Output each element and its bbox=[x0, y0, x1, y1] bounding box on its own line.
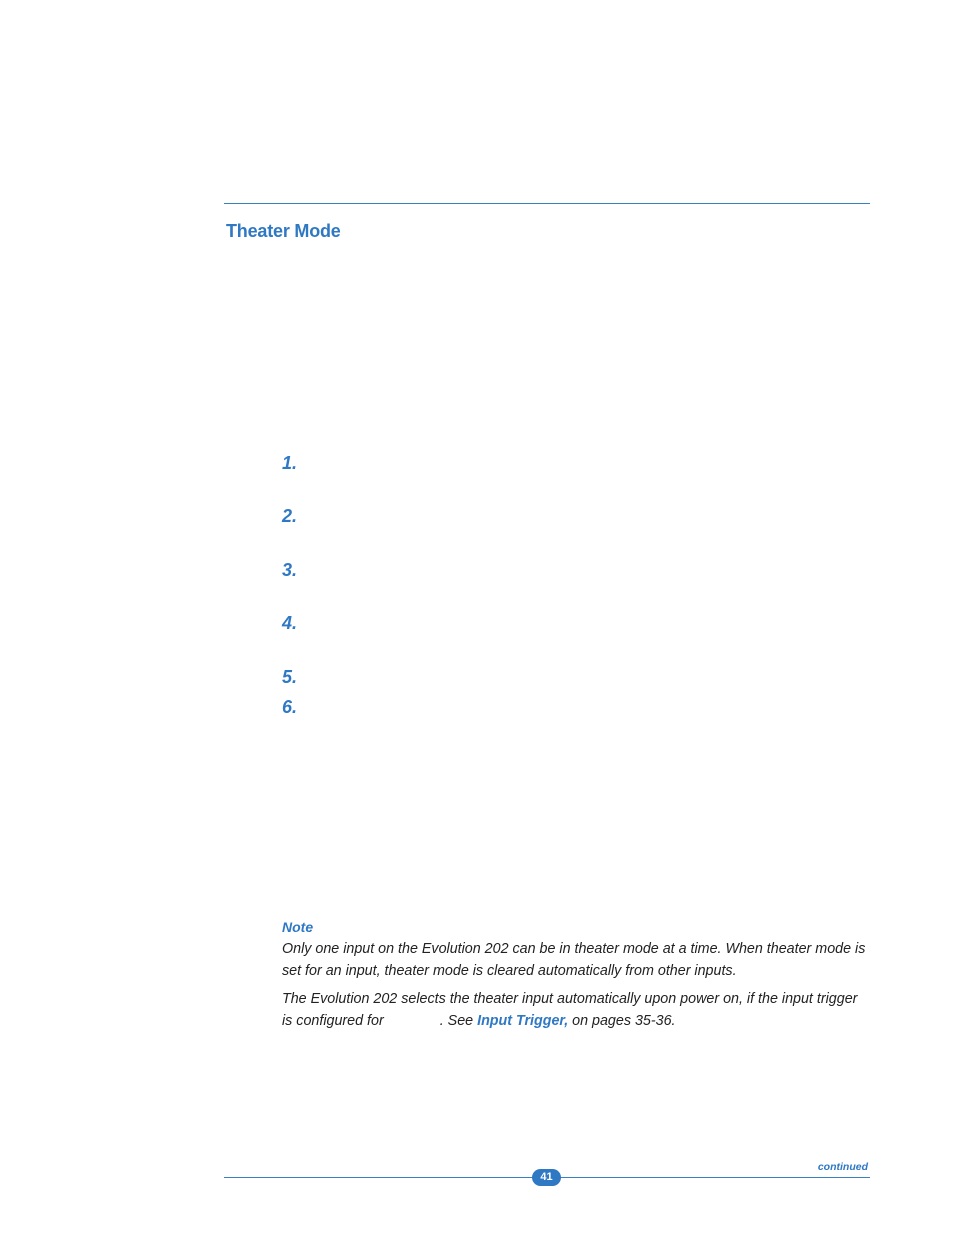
continued-label: continued bbox=[817, 1161, 868, 1173]
note-label: Note bbox=[282, 919, 314, 935]
note-paragraph-2-line-1: The Evolution 202 selects the theater input automatically upon power on, if the input trigger bbox=[282, 991, 858, 1007]
note-paragraph-2-see: . See bbox=[439, 1012, 474, 1029]
note-paragraph-1: Only one input on the Evolution 202 can be in theater mode at a time. When theater mode is set for an input, theater mode is cleared automatically from other inputs. bbox=[282, 941, 866, 979]
note-paragraph-2 bbox=[282, 989, 872, 1032]
step-number-3: 3. bbox=[282, 560, 298, 580]
note-paragraph-2-prefix: is configured for bbox=[282, 1012, 384, 1029]
step-number-1: 1. bbox=[282, 453, 298, 473]
note-paragraph-2-suffix: on pages 35-36. bbox=[568, 1012, 676, 1029]
step-number-6: 6. bbox=[282, 697, 298, 717]
step-number-4: 4. bbox=[282, 613, 298, 633]
step-number-5: 5. bbox=[282, 667, 298, 687]
section-top-rule bbox=[224, 203, 870, 204]
input-trigger-link[interactable]: Input Trigger, bbox=[477, 1012, 569, 1029]
section-title: Theater Mode bbox=[226, 221, 341, 241]
page-number-badge: 41 bbox=[532, 1169, 561, 1186]
step-number-2: 2. bbox=[282, 506, 298, 526]
